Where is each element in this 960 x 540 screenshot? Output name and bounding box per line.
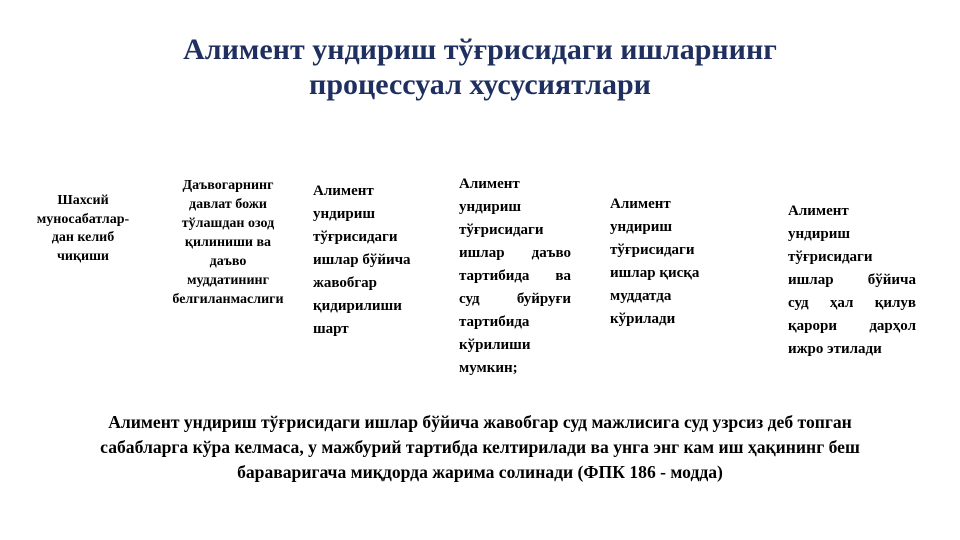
feature-item-line: мумкин; [459, 360, 518, 376]
feature-item-line: дан келиб [51, 230, 115, 245]
feature-item-line: ижро этилади [788, 341, 882, 357]
feature-item-line: қарори дарҳол [788, 318, 916, 334]
feature-item-line: ундириш [610, 219, 673, 235]
feature-item-line: давлат божи [188, 197, 267, 212]
bottom-note-line: бараваригача миқдорда жарима солинади (ФПК 186 - модда) [237, 462, 723, 482]
feature-item-line: кўрилиши [459, 337, 531, 353]
feature-item-line: суд ҳал қилув [788, 295, 916, 311]
feature-item-procedure-types [459, 173, 571, 380]
feature-item-immediate-execution [788, 200, 916, 361]
feature-item-defendant-search [313, 180, 438, 341]
feature-item-line: қилиниши ва [184, 235, 272, 250]
feature-item-line: Алимент [459, 176, 520, 192]
feature-item-personal-relations [28, 192, 138, 266]
bottom-note-line: сабабларга кўра келмаса, у мажбурий тартибда келтирилади ва унга энг кам иш ҳақининг беш [100, 437, 860, 457]
feature-item-line: белгиланмаслиги [172, 292, 284, 307]
feature-item-line: суд буйруғи [459, 291, 571, 307]
feature-item-line: чиқиши [57, 248, 109, 264]
feature-item-short-term [610, 193, 722, 331]
feature-item-line: кўрилади [610, 311, 676, 327]
feature-item-line: тўғрисидаги [610, 242, 695, 258]
feature-item-line: муддатда [610, 288, 672, 304]
feature-item-line: шарт [313, 321, 349, 337]
feature-item-line: қидирилиши [313, 298, 402, 314]
feature-item-line: тўғрисидаги [313, 229, 398, 245]
feature-item-line: ундириш [313, 206, 376, 222]
bottom-note [40, 410, 920, 485]
feature-item-line: ишлар бўйича [313, 252, 411, 268]
feature-item-line: Даъвогарнинг [182, 178, 274, 193]
bottom-note-line: Алимент ундириш тўғрисидаги ишлар бўйича жавобгар суд мажлисига суд узрсиз деб топган [108, 412, 852, 432]
feature-item-line: ишлар даъво [459, 245, 571, 261]
feature-item-line: жавобгар [313, 275, 378, 291]
feature-item-fee-exemption [158, 176, 298, 309]
feature-item-line: тўғрисидаги [788, 249, 873, 265]
feature-item-line: тўғрисидаги [459, 222, 544, 238]
feature-item-line: Алимент [610, 196, 671, 212]
slide-title-line: процессуал хусусиятлари [309, 68, 651, 101]
feature-item-line: тўлашдан озод [181, 216, 275, 231]
slide-title-line: Алимент ундириш тўғрисидаги ишларнинг [183, 33, 777, 66]
feature-item-line: Алимент [788, 203, 849, 219]
feature-item-line: даъво [209, 254, 247, 269]
feature-item-line: ундириш [459, 199, 522, 215]
feature-item-line: ундириш [788, 226, 851, 242]
feature-item-line: муносабатлар- [36, 211, 130, 227]
feature-item-line: Шахсий [57, 193, 109, 208]
feature-item-line: ишлар бўйича [788, 272, 916, 288]
feature-item-line: ишлар қисқа [610, 265, 700, 281]
feature-item-line: Алимент [313, 183, 374, 199]
feature-item-line: тартибида [459, 314, 530, 330]
slide-title [80, 32, 880, 102]
feature-item-line: муддатининг [187, 273, 269, 288]
feature-item-line: тартибида ва [459, 268, 571, 284]
